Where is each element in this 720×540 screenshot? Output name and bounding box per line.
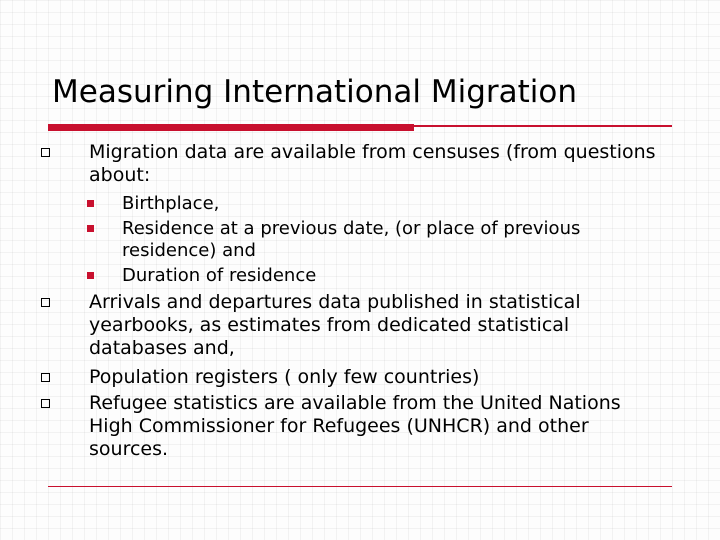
sub-bullet-text: Residence at a previous date, (or place of previous residence) and — [122, 218, 581, 261]
bullet-item — [89, 291, 659, 360]
bullet-text: Arrivals and departures data published in statistical yearbooks, as estimates from dedicated statistical databases and, — [89, 291, 581, 359]
bullet-text: Migration data are available from censuses (from questions about: — [89, 141, 656, 186]
hollow-square-bullet-icon — [41, 399, 50, 408]
sub-bullet-text: Duration of residence — [122, 265, 317, 286]
sub-bullet-text: Birthplace, — [122, 193, 220, 214]
title-underline-thin — [414, 125, 672, 127]
filled-square-bullet-icon — [87, 225, 94, 232]
hollow-square-bullet-icon — [41, 148, 50, 157]
filled-square-bullet-icon — [87, 272, 94, 279]
filled-square-bullet-icon — [87, 200, 94, 207]
sub-bullet-item — [122, 193, 662, 215]
bullet-text: Refugee statistics are available from the United Nations High Commissioner for Refugees (UNHCR) and other sources. — [89, 392, 621, 460]
sub-bullet-item — [122, 265, 662, 287]
hollow-square-bullet-icon — [41, 373, 50, 382]
sub-bullet-item — [122, 218, 662, 262]
bottom-rule — [48, 486, 672, 487]
slide-title: Measuring International Migration — [52, 74, 578, 110]
bullet-text: Population registers ( only few countries) — [89, 366, 480, 388]
hollow-square-bullet-icon — [41, 298, 50, 307]
bullet-item — [89, 141, 659, 187]
title-underline-thick — [48, 124, 414, 131]
bullet-item — [89, 392, 659, 461]
bullet-item — [89, 366, 659, 389]
